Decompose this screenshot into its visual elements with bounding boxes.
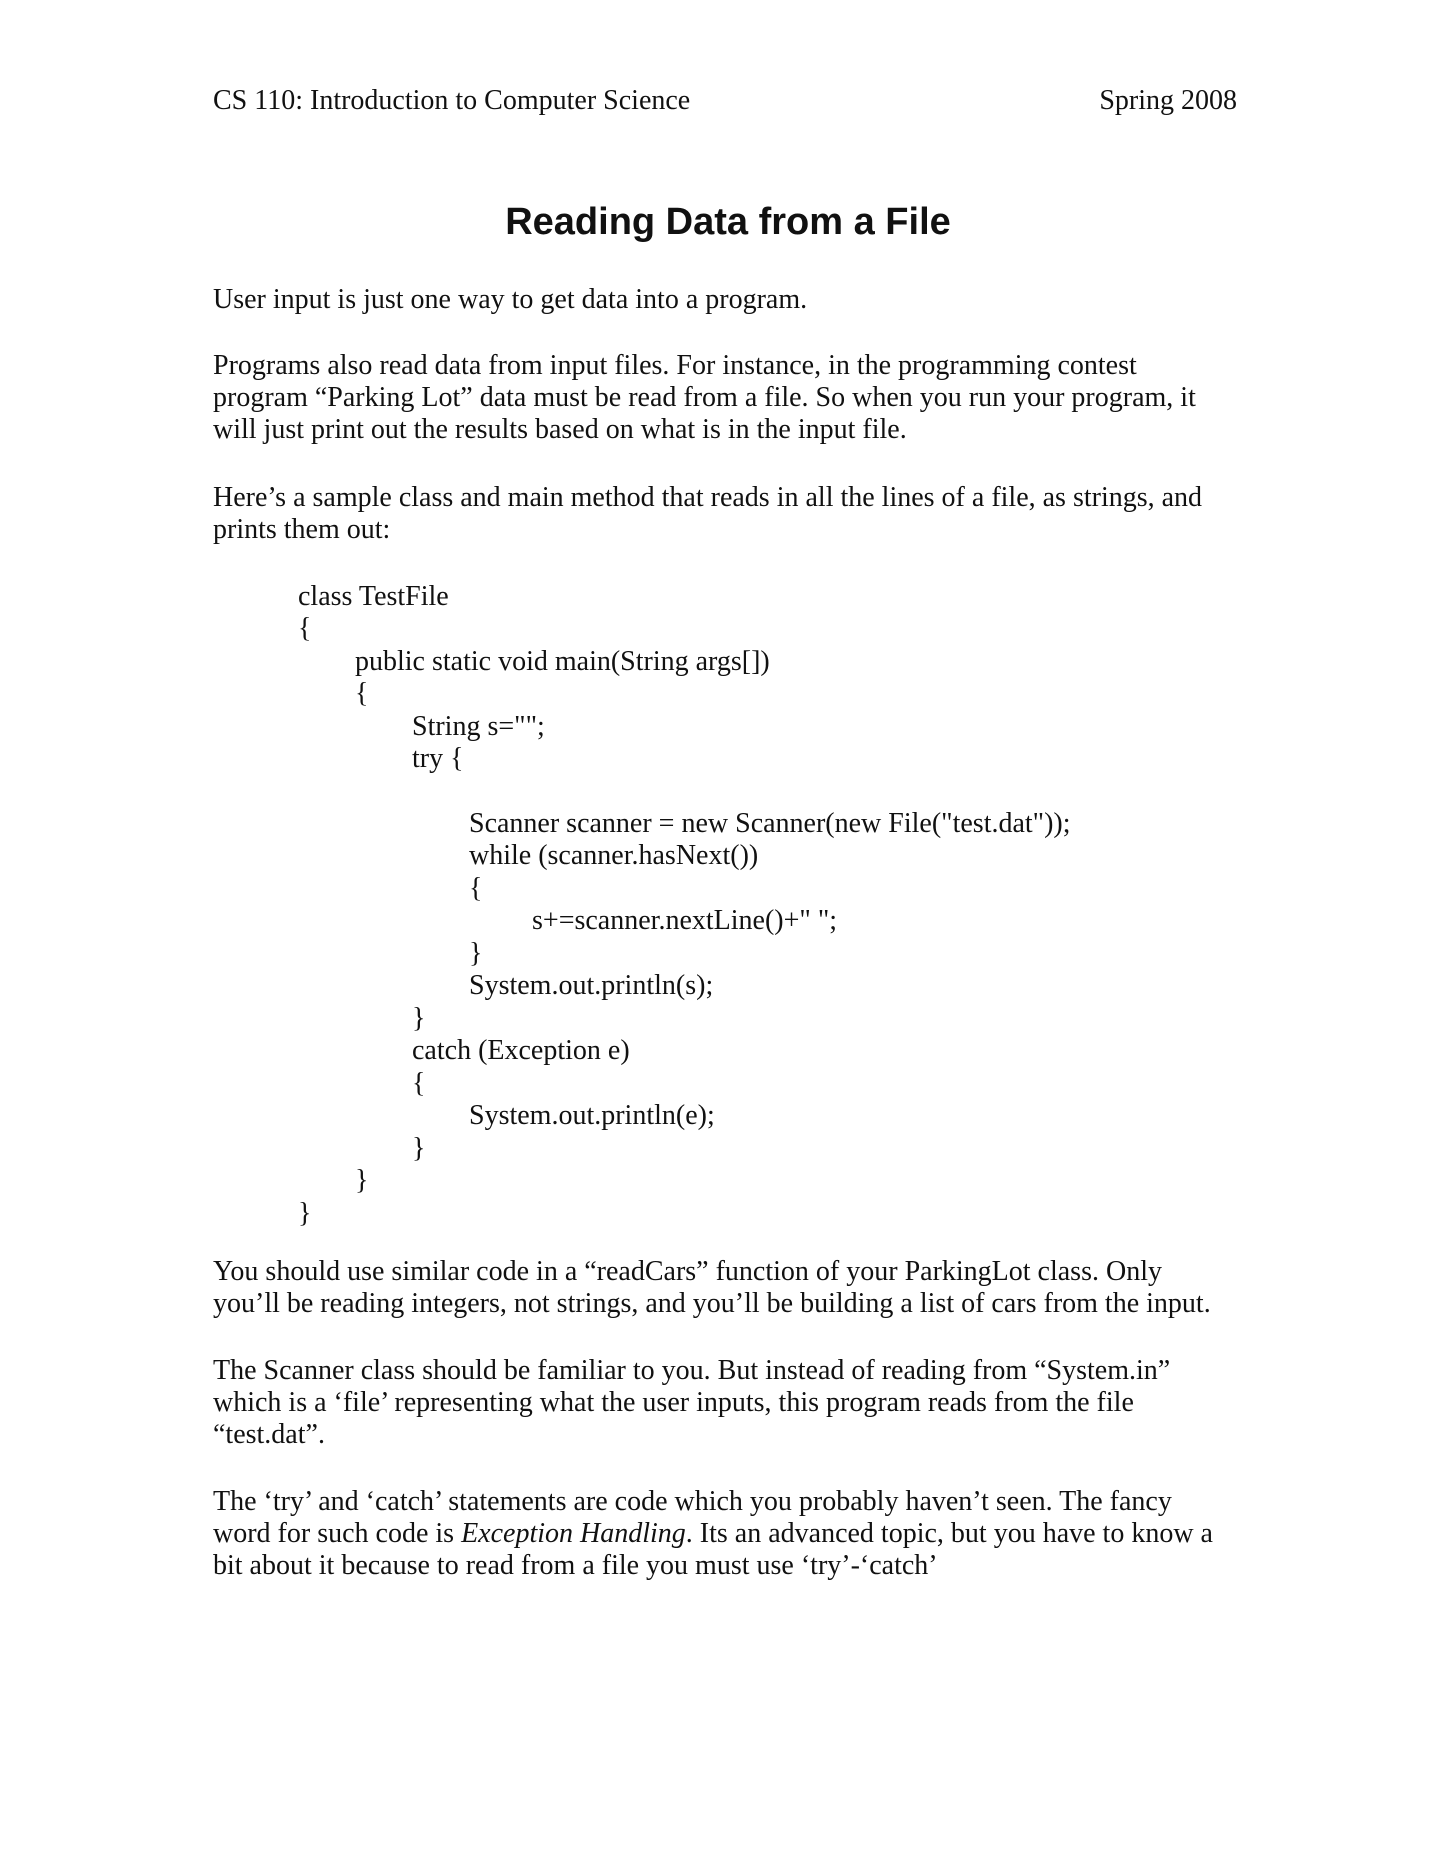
code-line: } bbox=[298, 1198, 312, 1229]
paragraph-line: Programs also read data from input files. For instance, in the programming contest bbox=[213, 350, 1137, 381]
paragraph-line: You should use similar code in a “readCars” function of your ParkingLot class. Only bbox=[213, 1256, 1162, 1287]
paragraph-line: “test.dat”. bbox=[213, 1419, 325, 1450]
paragraph-line bbox=[213, 1518, 1253, 1550]
code-line: System.out.println(s); bbox=[469, 970, 714, 1001]
paragraph-line: prints them out: bbox=[213, 514, 391, 545]
paragraph-line: will just print out the results based on what is in the input file. bbox=[213, 414, 907, 445]
code-line: { bbox=[469, 873, 483, 904]
paragraph-sample-intro bbox=[213, 482, 1253, 546]
term-header: Spring 2008 bbox=[1099, 85, 1237, 116]
code-line: catch (Exception e) bbox=[412, 1035, 630, 1066]
paragraph-exceptions bbox=[213, 1486, 1253, 1582]
code-line: } bbox=[412, 1003, 426, 1034]
text-run: . Its an advanced topic, but you have to know a bbox=[685, 1518, 1213, 1549]
code-line: { bbox=[412, 1068, 426, 1099]
code-line: } bbox=[355, 1165, 369, 1196]
paragraph-line: which is a ‘file’ representing what the user inputs, this program reads from the file bbox=[213, 1387, 1134, 1418]
code-line: while (scanner.hasNext()) bbox=[469, 840, 759, 871]
code-line: System.out.println(e); bbox=[469, 1100, 715, 1131]
paragraph-line: The ‘try’ and ‘catch’ statements are code which you probably haven’t seen. The fancy bbox=[213, 1486, 1172, 1517]
page-title: Reading Data from a File bbox=[505, 201, 951, 243]
code-line: s+=scanner.nextLine()+" "; bbox=[532, 905, 838, 936]
paragraph-intro bbox=[213, 284, 1253, 316]
code-line: { bbox=[298, 613, 312, 644]
paragraph-line: The Scanner class should be familiar to you. But instead of reading from “System.in” bbox=[213, 1355, 1171, 1386]
paragraph-scanner bbox=[213, 1355, 1253, 1451]
code-line: Scanner scanner = new Scanner(new File("test.dat")); bbox=[469, 808, 1071, 839]
code-line: String s=""; bbox=[412, 711, 545, 742]
code-line: try { bbox=[412, 743, 464, 774]
code-line: class TestFile bbox=[298, 581, 449, 612]
code-line: { bbox=[355, 678, 369, 709]
paragraph-input-files bbox=[213, 350, 1253, 446]
paragraph-line: program “Parking Lot” data must be read from a file. So when you run your program, it bbox=[213, 382, 1196, 413]
code-line: } bbox=[469, 938, 483, 969]
text-run: word for such code is bbox=[213, 1518, 462, 1549]
paragraph-line: User input is just one way to get data into a program. bbox=[213, 284, 808, 315]
code-line: } bbox=[412, 1133, 426, 1164]
paragraph-readcars bbox=[213, 1256, 1253, 1320]
paragraph-line: you’ll be reading integers, not strings, and you’ll be building a list of cars from the input. bbox=[213, 1288, 1211, 1319]
emphasis-exception-handling: Exception Handling bbox=[461, 1518, 686, 1549]
course-header: CS 110: Introduction to Computer Science bbox=[213, 85, 691, 116]
paragraph-line: Here’s a sample class and main method that reads in all the lines of a file, as strings, and bbox=[213, 482, 1203, 513]
code-line: public static void main(String args[]) bbox=[355, 646, 770, 677]
paragraph-line: bit about it because to read from a file you must use ‘try’-‘catch’ bbox=[213, 1550, 938, 1581]
